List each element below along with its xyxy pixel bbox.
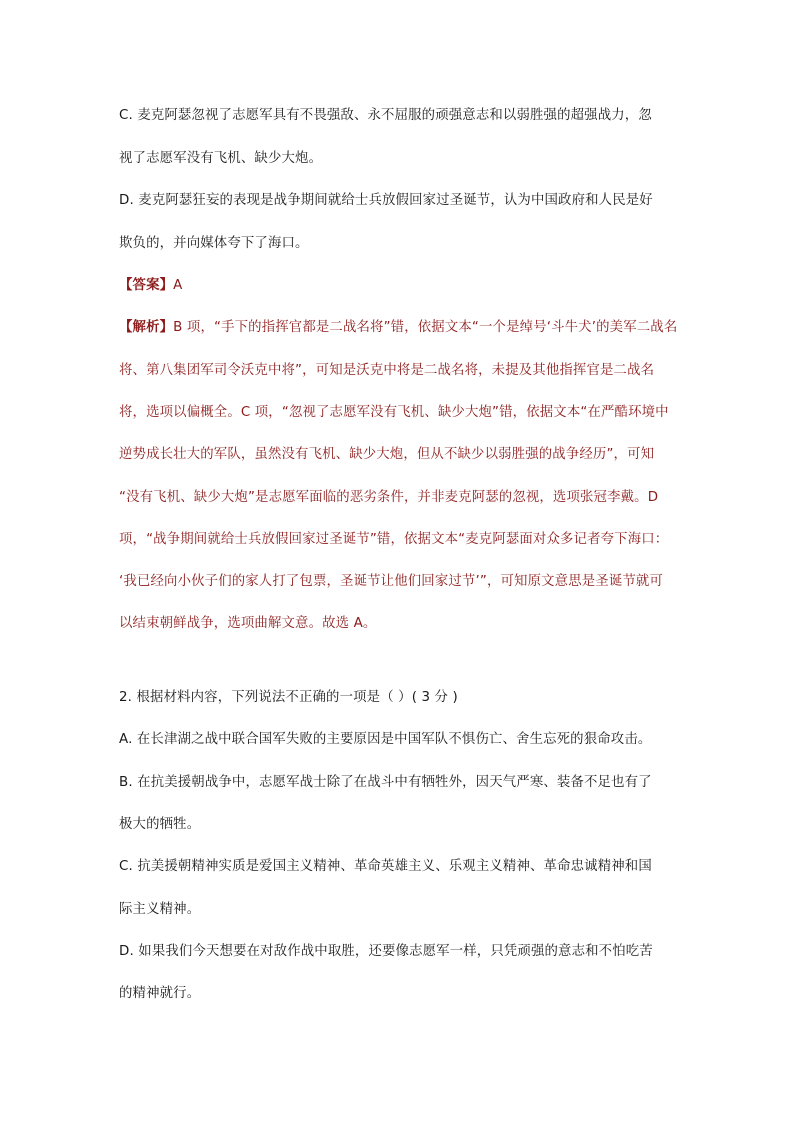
q1-option-d-cont (119, 234, 679, 254)
q2-option-d (119, 942, 679, 962)
q2-option-c (119, 857, 679, 877)
q2-option-b (119, 773, 679, 793)
answer-value: A (173, 278, 183, 293)
q2-question (119, 688, 679, 708)
q1-answer (119, 276, 679, 296)
analysis-line-8: 以结束朝鲜战争，选项曲解文意。故选 A。 (119, 616, 377, 631)
q2-option-b-line-2: 极大的牺牲。 (119, 817, 201, 832)
q2-option-d-line-2: 的精神就行。 (119, 986, 201, 1001)
q2-option-c-line-1: C. 抗美援朝精神实质是爱国主义精神、革命英雄主义、乐观主义精神、革命忠诚精神和国 (119, 859, 652, 874)
q2-option-a (119, 730, 679, 750)
q1-option-d-line-1: D. 麦克阿瑟狂妄的表现是战争期间就给士兵放假回家过圣诞节，认为中国政府和人民是好 (119, 193, 653, 208)
q2-option-c-line-2: 际主义精神。 (119, 902, 201, 917)
q1-option-d (119, 191, 679, 211)
q1-option-c-line-1: C. 麦克阿瑟忽视了志愿军具有不畏强敌、永不屈服的顽强意志和以弱胜强的超强战力，忽 (119, 108, 652, 123)
q1-analysis (119, 318, 679, 338)
analysis-line-2: 将、第八集团军司令沃克中将”，可知是沃克中将是二战名将，未提及其他指挥官是二战名 (119, 363, 655, 378)
analysis-line-7: ‘我已经向小伙子们的家人打了包票，圣诞节让他们回家过节’”，可知原文意思是圣诞节就可 (119, 574, 663, 589)
analysis-line-6: 项，“战争期间就给士兵放假回家过圣诞节”错，依据文本“麦克阿瑟面对众多记者夸下海口： (119, 532, 669, 547)
q1-option-c-line-2: 视了志愿军没有飞机、缺少大炮。 (119, 151, 323, 166)
q1-option-c-cont (119, 149, 679, 169)
q2-option-b-line-1: B. 在抗美援朝战争中，志愿军战士除了在战斗中有牺牲外，因天气严寒、装备不足也有了 (119, 775, 652, 790)
q2-option-a-line-1: A. 在长津湖之战中联合国军失败的主要原因是中国军队不惧伤亡、舍生忘死的狠命攻击。 (119, 732, 652, 747)
q2-question-text: 2. 根据材料内容，下列说法不正确的一项是（ ）( 3 分 ) (119, 690, 458, 705)
analysis-line-1: B 项，“手下的指挥官都是二战名将”错，依据文本“一个是绰号‘斗牛犬’的美军二战名 (173, 320, 678, 335)
analysis-line-4: 逆势成长壮大的军队，虽然没有飞机、缺少大炮，但从不缺少以弱胜强的战争经历”，可知 (119, 447, 655, 462)
q1-option-c (119, 106, 679, 126)
answer-tag: 【答案】 (119, 278, 174, 293)
q2-option-d-line-1: D. 如果我们今天想要在对敌作战中取胜，还要像志愿军一样，只凭顽强的意志和不怕吃苦 (119, 944, 653, 959)
analysis-line-3: 将，选项以偏概全。C 项，“忽视了志愿军没有飞机、缺少大炮”错，依据文本“在严酷环境中 (119, 405, 669, 420)
analysis-line-5: “没有飞机、缺少大炮”是志愿军面临的恶劣条件，并非麦克阿瑟的忽视，选项张冠李戴。D (119, 490, 659, 505)
q1-option-d-line-2: 欺负的，并向媒体夸下了海口。 (119, 236, 309, 251)
analysis-tag: 【解析】 (119, 320, 174, 335)
